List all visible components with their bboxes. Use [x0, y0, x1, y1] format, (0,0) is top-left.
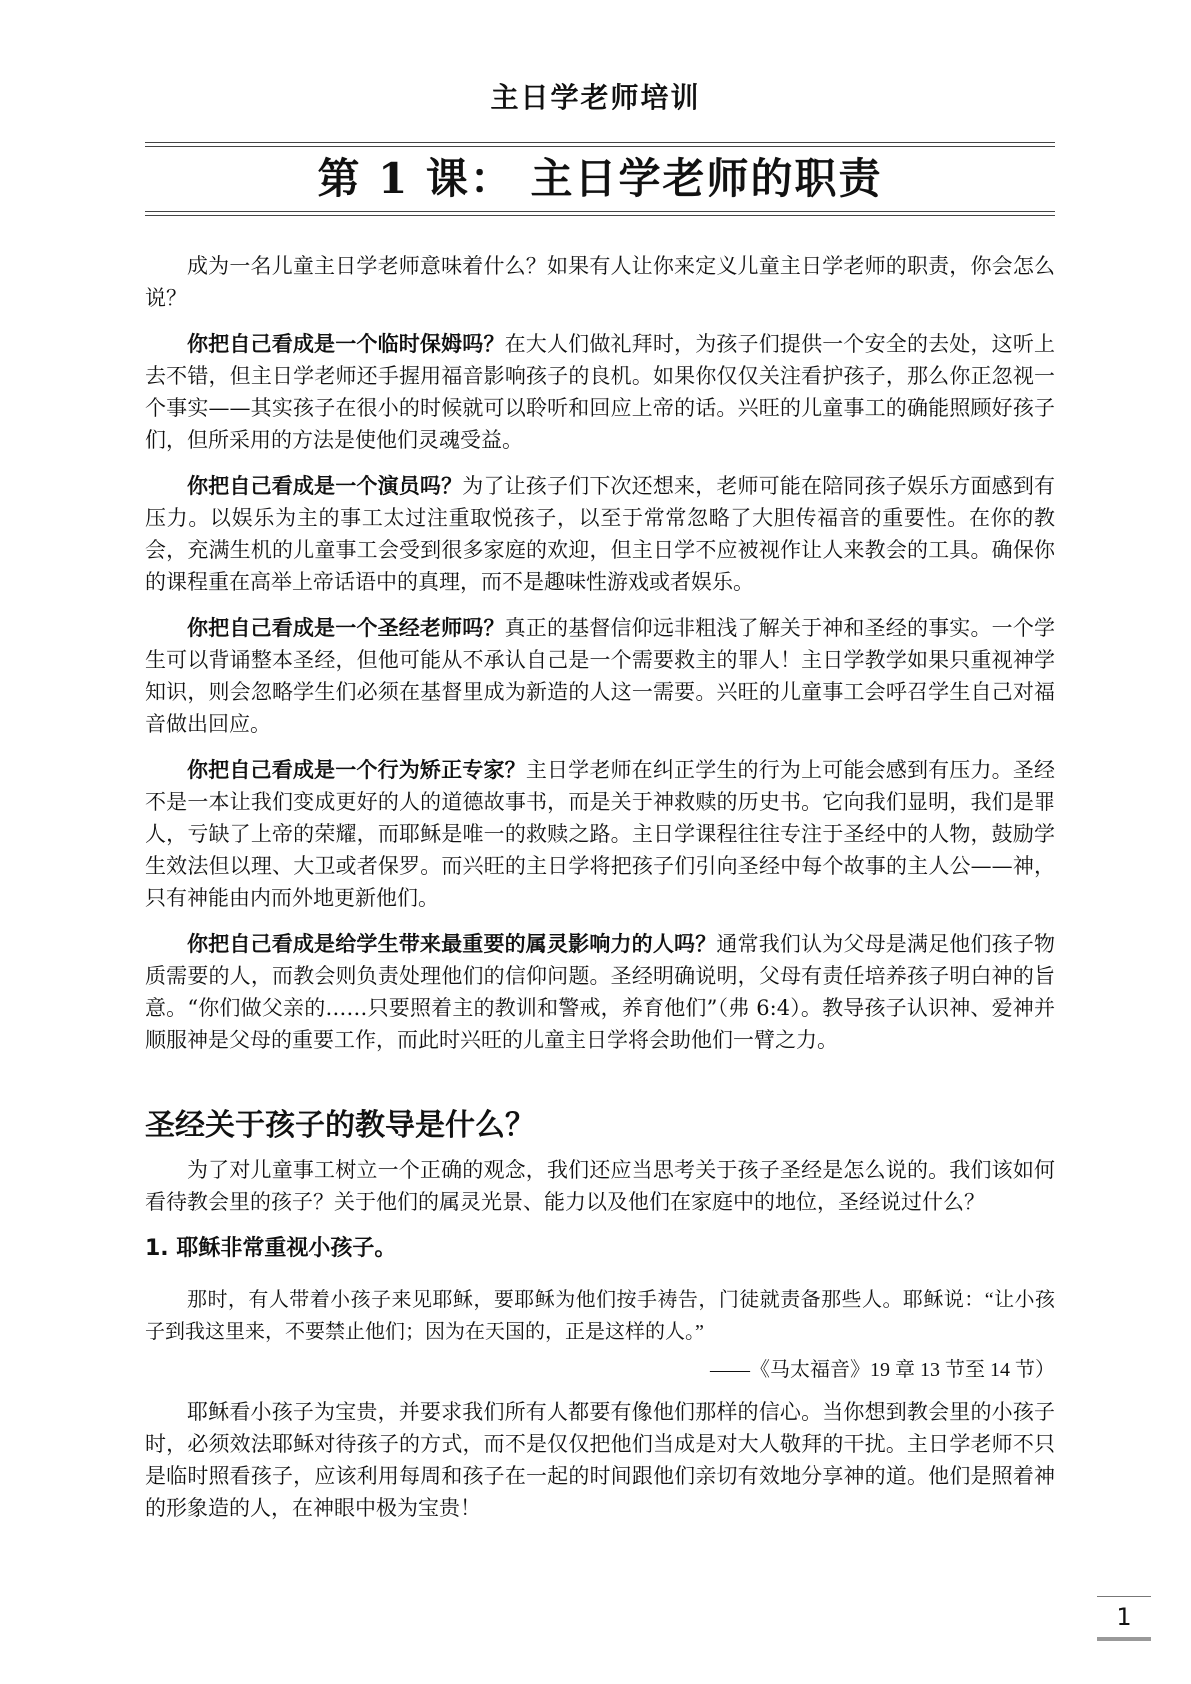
- scripture-citation: ——《马太福音》19 章 13 节至 14 节）: [710, 1359, 1055, 1381]
- running-header: 主日学老师培训: [490, 81, 701, 114]
- question-paragraph-bible-teacher: [145, 612, 1055, 740]
- question-paragraph-behavior-expert: [145, 754, 1055, 914]
- question-body: 主日学老师在纠正学生的行为上可能会感到有压力。圣经不是一本让我们变成更好的人的道德故事书，而是关于神救赎的历史书。它向我们显明，我们是罪人，亏缺了上帝的荣耀，而耶稣是唯一的救赎之路。主日学课程往往专注于圣经中的人物，鼓励学生效法但以理、大卫或者保罗。而兴旺的主日学将把孩子们引向圣经中每个故事的主人公——神，只有神能由内而外地更新他们。: [145, 758, 1056, 910]
- title-rule-bottom: [145, 211, 1055, 212]
- lesson-title: 第 1 课： 主日学老师的职责: [317, 154, 883, 203]
- intro-paragraph: 成为一名儿童主日学老师意味着什么？如果有人让你来定义儿童主日学老师的职责，你会怎么说？: [145, 254, 1055, 310]
- question-body: 为了让孩子们下次还想来，老师可能在陪同孩子娱乐方面感到有压力。以娱乐为主的事工太过注重取悦孩子，以至于常常忽略了大胆传福音的重要性。在你的教会，充满生机的儿童事工会受到很多家庭的欢迎，但主日学不应被视作让人来教会的工具。确保你的课程重在高举上帝话语中的真理，而不是趣味性游戏或者娱乐。: [145, 474, 1056, 594]
- question-lead: 你把自己看成是给学生带来最重要的属灵影响力的人吗？: [187, 931, 717, 956]
- section-intro-paragraph: 为了对儿童事工树立一个正确的观念，我们还应当思考关于孩子圣经是怎么说的。我们该如何看待教会里的孩子？关于他们的属灵光景、能力以及他们在家庭中的地位，圣经说过什么？: [145, 1158, 1055, 1214]
- main-content: [145, 250, 1055, 1538]
- question-paragraph-babysitter: [145, 328, 1055, 456]
- question-paragraph-entertainer: [145, 470, 1055, 598]
- question-lead: 你把自己看成是一个行为矫正专家？: [187, 757, 526, 782]
- lesson-title-block: [145, 142, 1055, 216]
- question-lead: 你把自己看成是一个演员吗？: [187, 473, 463, 498]
- title-rule-bottom-inner: [145, 215, 1055, 216]
- question-paragraph-spiritual-influence: [145, 928, 1055, 1056]
- question-lead: 你把自己看成是一个圣经老师吗？: [187, 615, 505, 640]
- point-1-body: 耶稣看小孩子为宝贵，并要求我们所有人都要有像他们那样的信心。当你想到教会里的小孩子时，必须效法耶稣对待孩子的方式，而不是仅仅把他们当成是对大人敬拜的干扰。主日学老师不只是临时照看孩子，应该利用每周和孩子在一起的时间跟他们亲切有效地分享神的道。他们是照着神的形象造的人，在神眼中极为宝贵！: [145, 1400, 1055, 1520]
- scripture-quote: 那时，有人带着小孩子来见耶稣，要耶稣为他们按手祷告，门徒就责备那些人。耶稣说：“让小孩子到我这里来，不要禁止他们；因为在天国的，正是这样的人。”: [145, 1289, 1055, 1343]
- page-number-box: [1097, 1596, 1151, 1641]
- page-number: 1: [1116, 1603, 1132, 1631]
- question-body: 真正的基督信仰远非粗浅了解关于神和圣经的事实。一个学生可以背诵整本圣经，但他可能从不承认自己是一个需要救主的罪人！主日学教学如果只重视神学知识，则会忽略学生们必须在基督里成为新造的人这一需要。兴旺的儿童事工会呼召学生自己对福音做出回应。: [145, 616, 1055, 736]
- point-1-heading: 1. 耶稣非常重视小孩子。: [145, 1236, 397, 1261]
- page-number-rule-bottom: [1097, 1637, 1151, 1641]
- title-rule-top: [145, 142, 1055, 143]
- question-body: 在大人们做礼拜时，为孩子们提供一个安全的去处，这听上去不错，但主日学老师还手握用福音影响孩子的良机。如果你仅仅关注看护孩子，那么你正忽视一个事实——其实孩子在很小的时候就可以聆听和回应上帝的话。兴旺的儿童事工的确能照顾好孩子们，但所采用的方法是使他们灵魂受益。: [145, 332, 1055, 452]
- question-body: 通常我们认为父母是满足他们孩子物质需要的人，而教会则负责处理他们的信仰问题。圣经明确说明，父母有责任培养孩子明白神的旨意。“你们做父亲的……只要照着主的教训和警戒，养育他们”（弗 6:4）。教导孩子认识神、爱神并顺服神是父母的重要工作，而此时兴旺的儿童主日学将会助他们一臂之力。: [145, 932, 1055, 1052]
- section-heading: 圣经关于孩子的教导是什么？: [145, 1108, 535, 1143]
- question-lead: 你把自己看成是一个临时保姆吗？: [187, 331, 505, 356]
